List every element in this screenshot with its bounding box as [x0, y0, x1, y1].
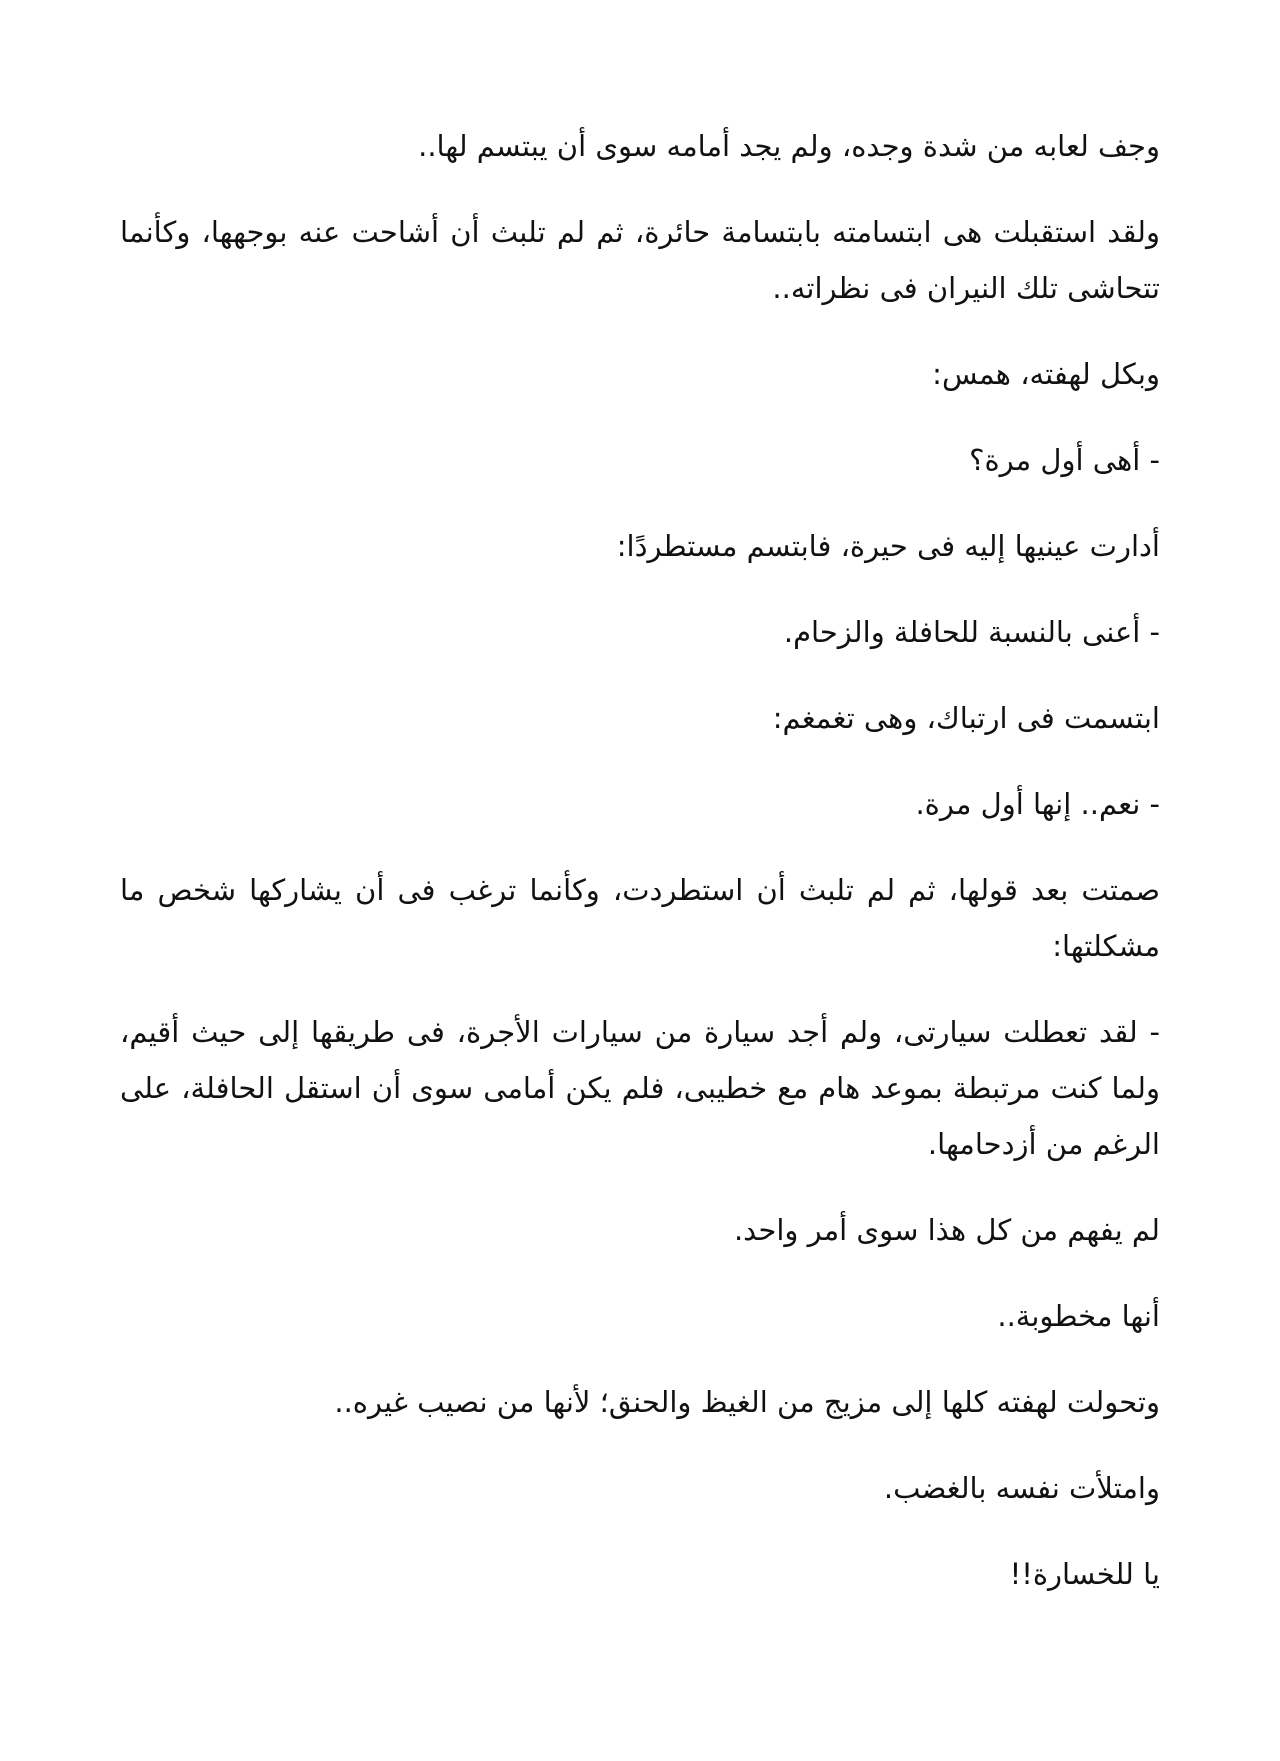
paragraph: أدارت عينيها إليه فى حيرة، فابتسم مستطردًا:	[616, 529, 1160, 563]
paragraph: وتحولت لهفته كلها إلى مزيج من الغيظ والحنق؛ لأنها من نصيب غيره..	[334, 1385, 1160, 1419]
paragraph: ابتسمت فى ارتباك، وهى تغمغم:	[772, 701, 1160, 735]
dialogue-line: - لقد تعطلت سيارتى، ولم أجد سيارة من سيارات الأجرة، فى طريقها إلى حيث أقيم، ولما كنت مرتبطة بموعد هام مع خطيبى، فلم يكن أمامى سوى أن استقل الحافلة، على الرغم من أزدحامها.	[120, 1015, 1160, 1161]
paragraph: صمتت بعد قولها، ثم لم تلبث أن استطردت، وكأنما ترغب فى أن يشاركها شخص ما مشكلتها:	[120, 873, 1160, 963]
dialogue-line: - أهى أول مرة؟	[969, 443, 1160, 477]
paragraph: يا للخسارة!!	[1009, 1557, 1160, 1591]
paragraph: وامتلأت نفسه بالغضب.	[883, 1471, 1160, 1505]
paragraph: أنها مخطوبة..	[997, 1299, 1160, 1333]
story-text	[120, 118, 1160, 1632]
paragraph: لم يفهم من كل هذا سوى أمر واحد.	[733, 1213, 1160, 1247]
dialogue-line: - نعم.. إنها أول مرة.	[915, 787, 1160, 821]
paragraph: وبكل لهفته، همس:	[932, 357, 1160, 391]
paragraph: وجف لعابه من شدة وجده، ولم يجد أمامه سوى أن يبتسم لها..	[418, 129, 1160, 163]
paragraph: ولقد استقبلت هى ابتسامته بابتسامة حائرة، ثم لم تلبث أن أشاحت عنه بوجهها، وكأنما تتحاشى تلك النيران فى نظراته..	[120, 215, 1160, 305]
dialogue-line: - أعنى بالنسبة للحافلة والزحام.	[783, 615, 1160, 649]
